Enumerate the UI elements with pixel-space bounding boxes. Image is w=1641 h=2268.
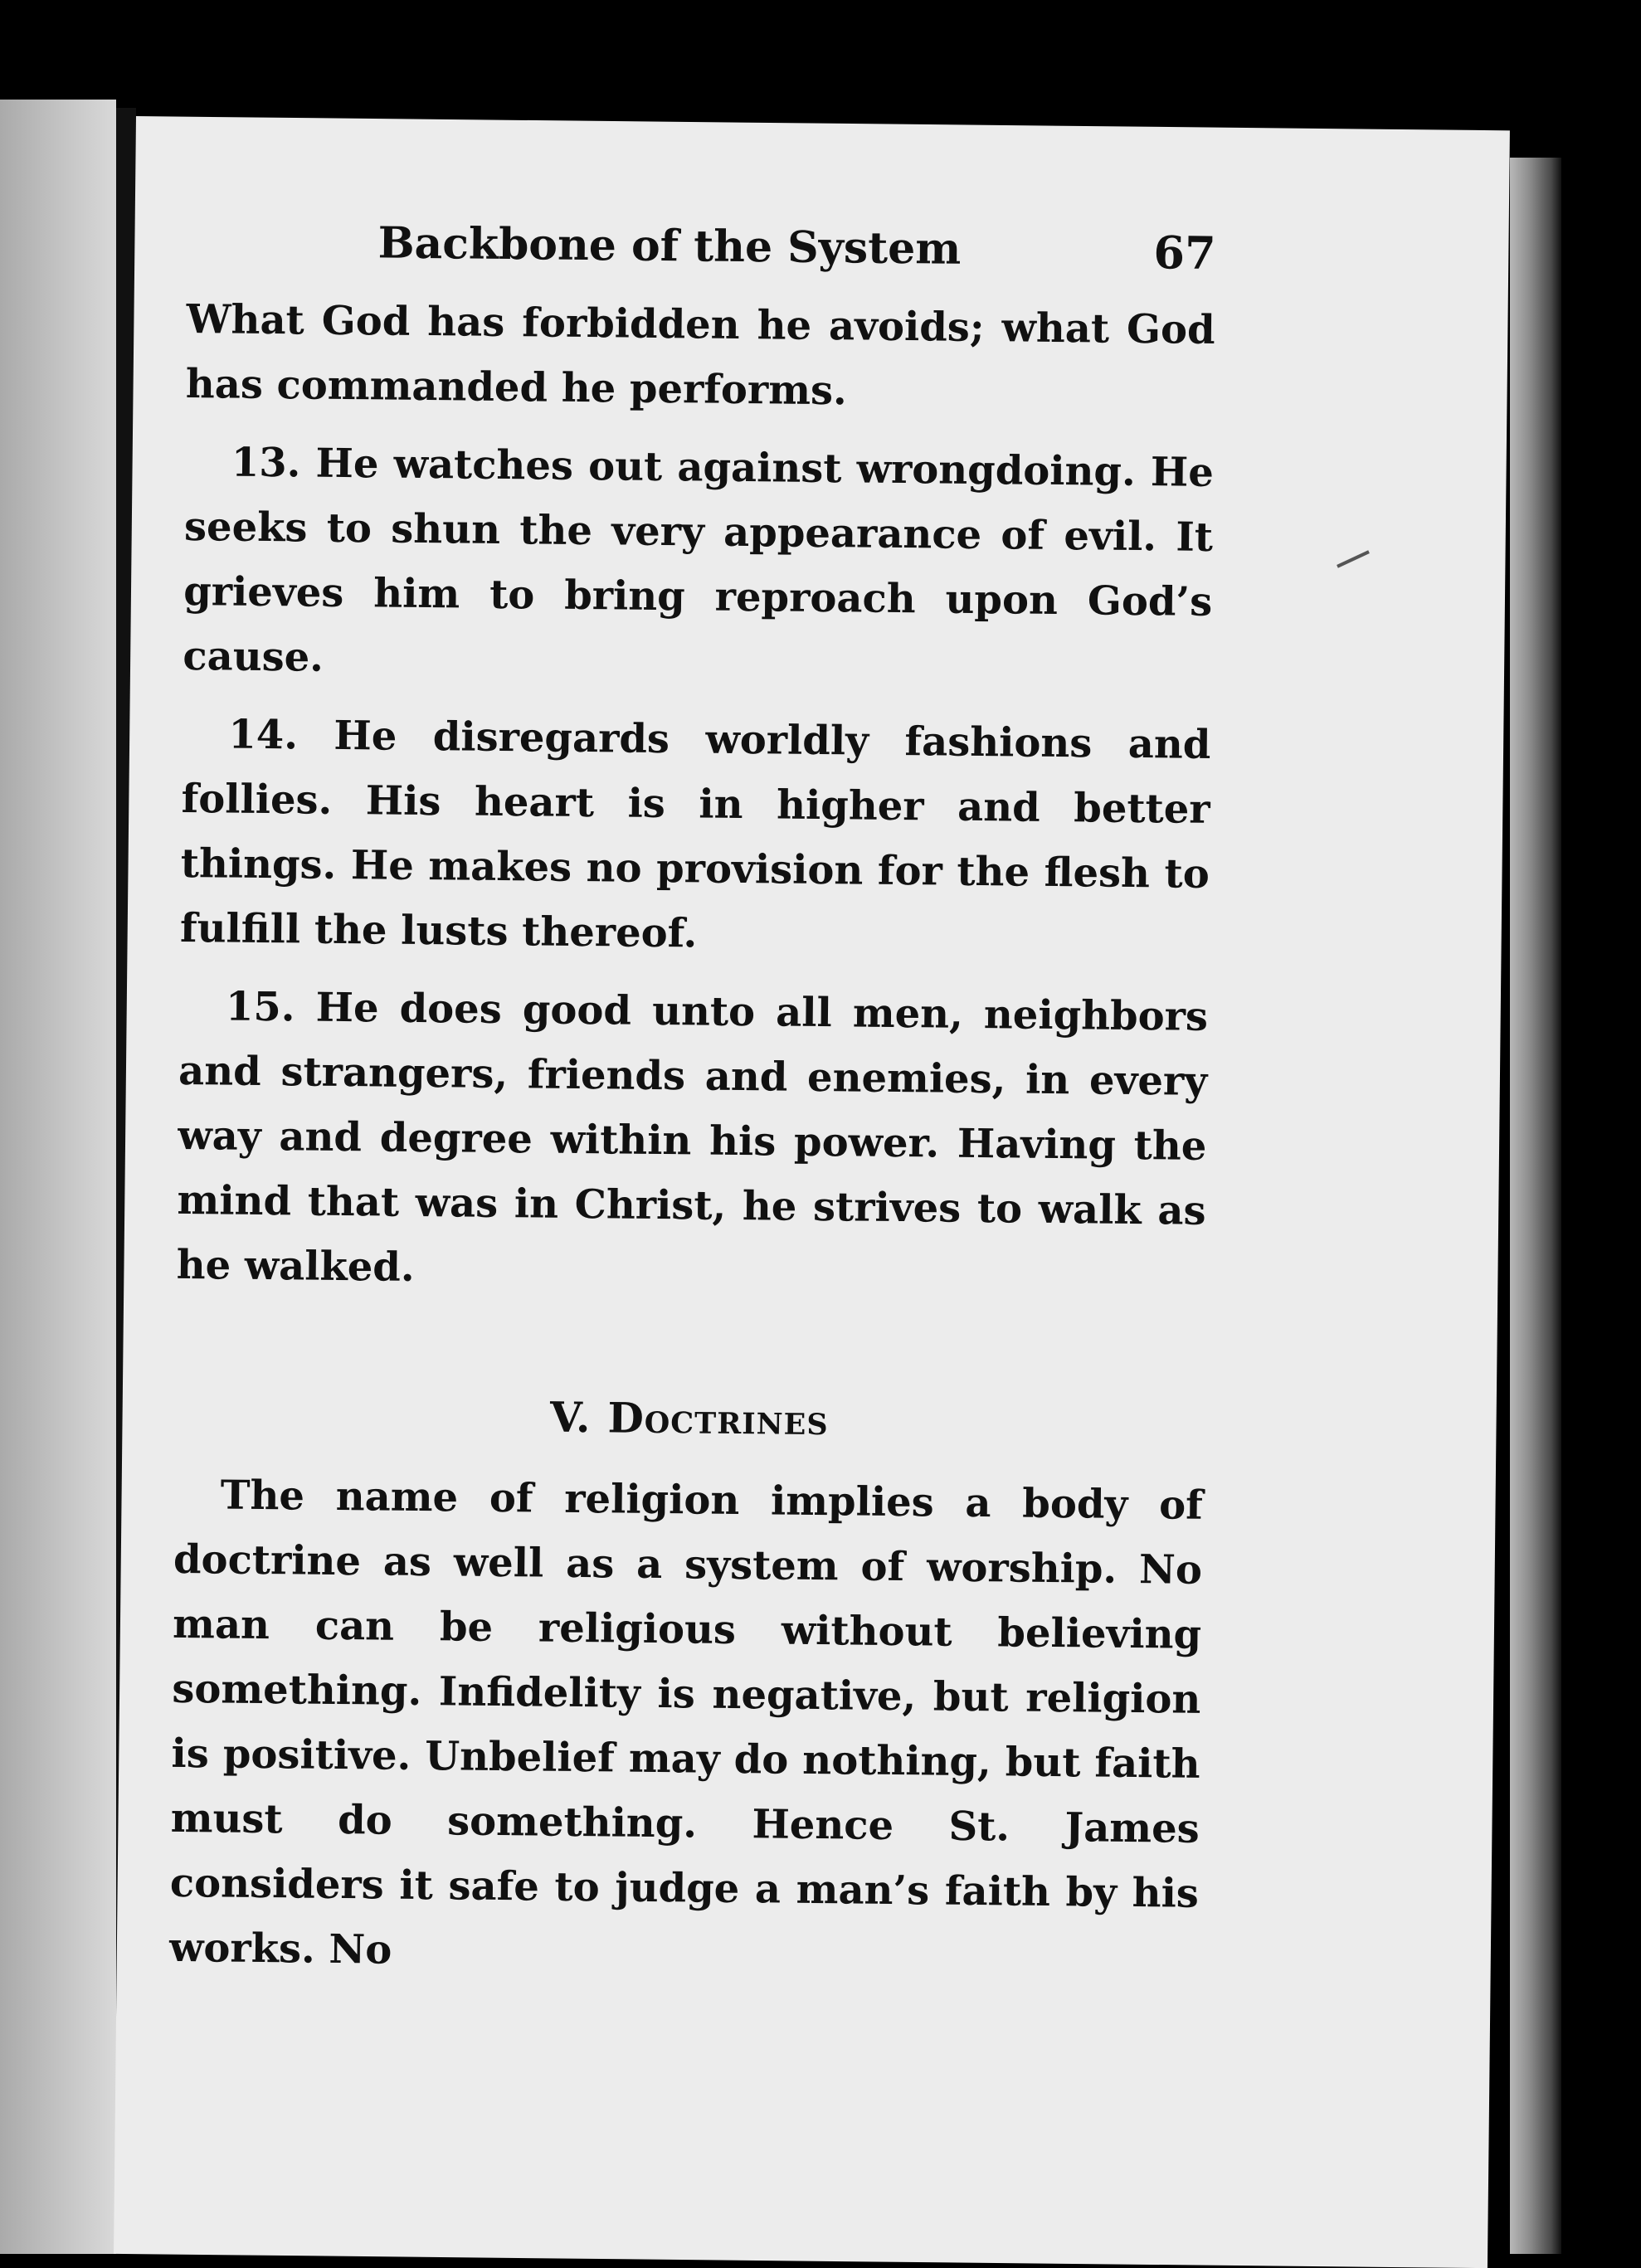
section-paragraph: The name of religion implies a body of doctrine as well as a system of worship. No man can be religious without believing something. Infidelity is negative, but religion is positive. Unbelief may do nothing, but faith must do something. Hence St. James considers it safe to judge a man’s faith by his works. No bbox=[168, 1472, 1204, 1974]
paragraph: What God has forbidden he avoids; what God has commanded he performs. bbox=[185, 295, 1215, 415]
paragraph-15: 15. He does good unto all men, neighbors and strangers, friends and enemies, in every way and degree within his power. Having the mind that was in Christ, he strives to walk as he walked. bbox=[176, 983, 1209, 1291]
section-heading bbox=[175, 1389, 1205, 1448]
facing-page-edge bbox=[0, 100, 116, 2254]
paragraph-13: 13. He watches out against wrongdoing. He seeks to shun the very appearance of evil. It grieves him to bring reproach upon God’s cause. bbox=[183, 439, 1215, 681]
paragraph-14: 14. He disregards worldly fashions and follies. His heart is in higher and better things. He makes no provision for the flesh to fulfill the lusts thereof. bbox=[179, 711, 1211, 957]
section-number: V. bbox=[549, 1392, 592, 1443]
page-number: 67 bbox=[1153, 226, 1216, 280]
running-head-title: Backbone of the System bbox=[377, 217, 962, 275]
running-head bbox=[187, 216, 1216, 293]
section-title: Doctrines bbox=[607, 1393, 829, 1445]
page-text-block bbox=[169, 216, 1216, 2004]
page-stack-edge bbox=[1510, 158, 1561, 2254]
